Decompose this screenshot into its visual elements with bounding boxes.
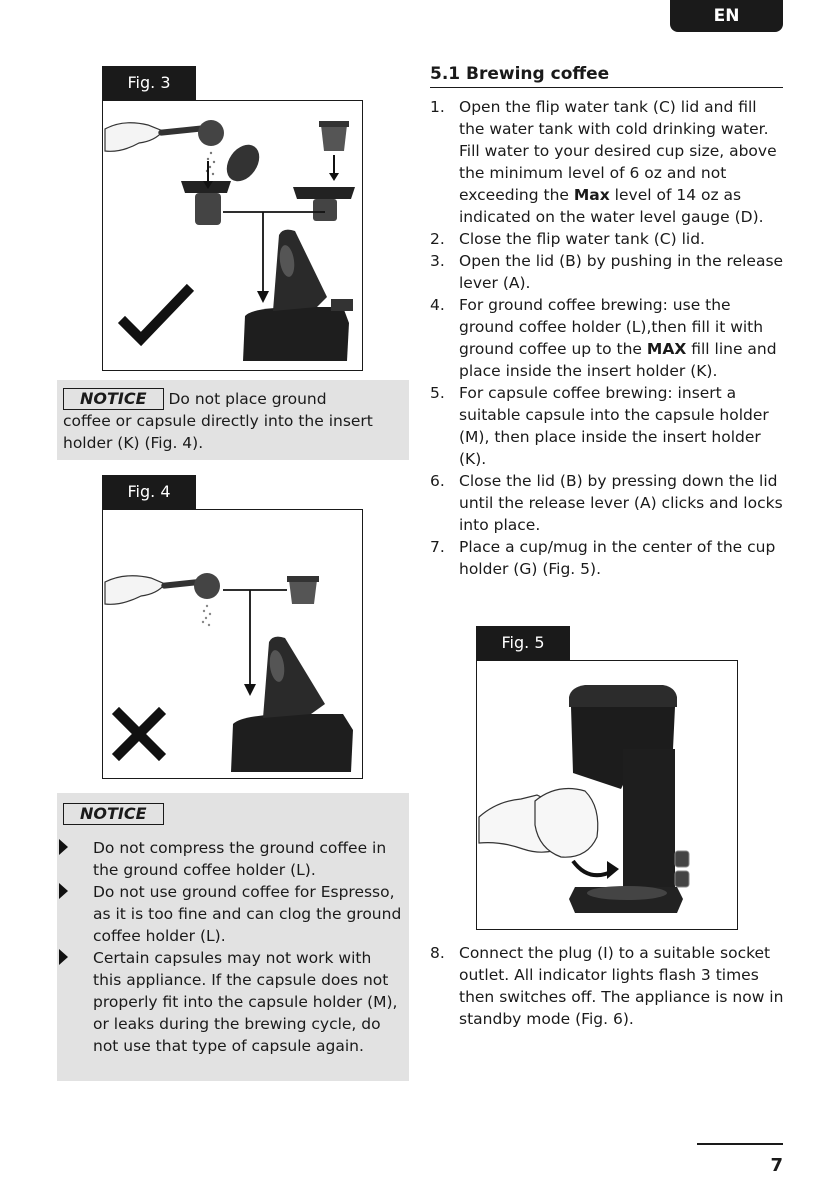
section-title: 5.1 Brewing coffee (430, 63, 783, 88)
bullet-arrow-icon (59, 883, 68, 899)
notice-tag-2: NOTICE (63, 803, 164, 825)
step-item: 5. For capsule coffee brewing: insert a suitable capsule into the capsule holder (M), then place inside the insert holder (K). (430, 384, 769, 468)
step-item: 6. Close the lid (B) by pressing down the lid until the release lever (A) clicks and locks into place. (430, 472, 783, 534)
notice-box-2 (57, 793, 409, 1081)
notice-2-list (57, 837, 403, 1057)
notice-tag-1: NOTICE (63, 388, 164, 410)
bullet-arrow-icon (59, 839, 68, 855)
fig5-illustration (476, 660, 738, 930)
fig5-label: Fig. 5 (476, 626, 570, 660)
notice-box-1 (57, 380, 409, 460)
step-item: 8. Connect the plug (I) to a suitable socket outlet. All indicator lights flash 3 times then switches off. The appliance is now in standby mode (Fig. 6). (430, 944, 784, 1028)
fig4-illustration (102, 509, 363, 779)
notice-1-text-rest: coffee or capsule directly into the insert holder (K) (Fig. 4). (63, 412, 373, 452)
footer-rule (697, 1143, 783, 1145)
notice-2-item: Do not compress the ground coffee in the ground coffee holder (L). (57, 837, 403, 881)
step-item: 1. Open the flip water tank (C) lid and fill the water tank with cold drinking water. Fill water to your desired cup size, above the minimum level of 6 oz and not exceeding the Max level of 14 oz as indicated on the water level gauge (D). (430, 98, 777, 226)
page-number: 7 (770, 1155, 783, 1176)
step-item: 3. Open the lid (B) by pushing in the release lever (A). (430, 252, 784, 292)
fig3-illustration (102, 100, 363, 371)
fig3-label: Fig. 3 (102, 66, 196, 100)
notice-1-text-first: Do not place ground (168, 390, 327, 408)
brewing-steps (430, 96, 785, 580)
language-tab: EN (670, 0, 783, 32)
notice-2-item: Do not use ground coffee for Espresso, as it is too fine and can clog the ground coffee holder (L). (57, 881, 403, 947)
bullet-arrow-icon (59, 949, 68, 965)
notice-2-item: Certain capsules may not work with this appliance. If the capsule does not properly fit into the capsule holder (M), or leaks during the brewing cycle, do not use that type of capsule again. (57, 947, 403, 1057)
brewing-steps-continued (430, 942, 785, 1030)
step-item: 2. Close the flip water tank (C) lid. (430, 230, 705, 248)
fig4-label: Fig. 4 (102, 475, 196, 509)
step-item: 7. Place a cup/mug in the center of the cup holder (G) (Fig. 5). (430, 538, 776, 578)
step-item: 4. For ground coffee brewing: use the ground coffee holder (L),then fill it with ground coffee up to the MAX fill line and place inside the insert holder (K). (430, 296, 777, 380)
